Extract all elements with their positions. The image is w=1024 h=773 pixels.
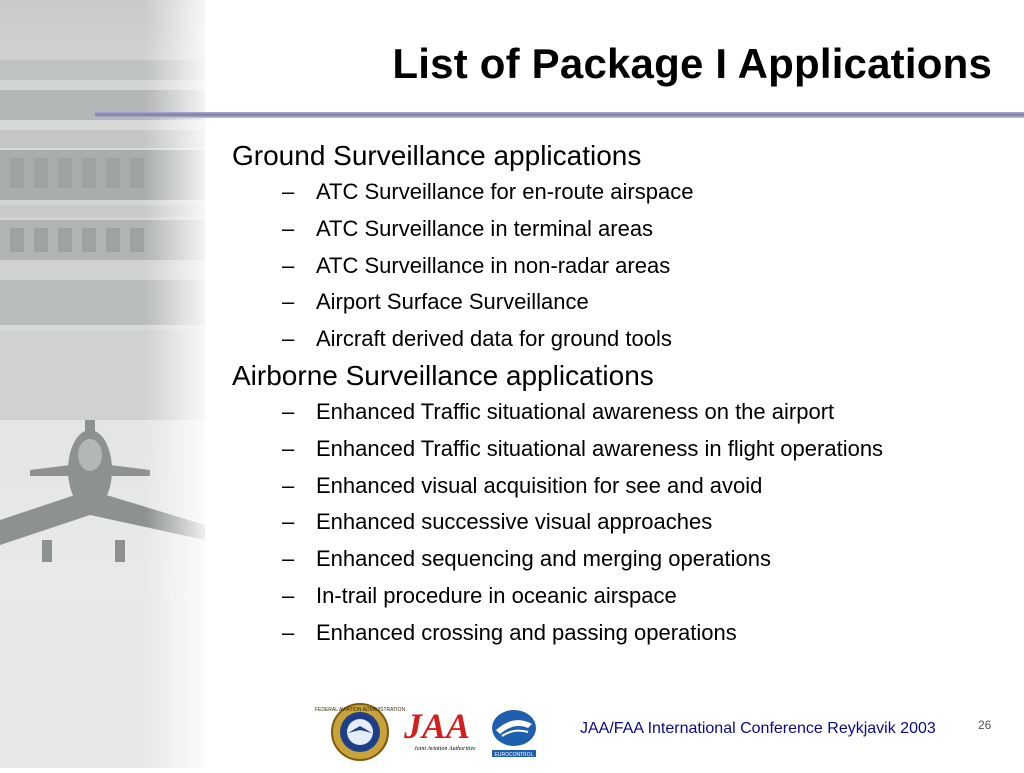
list-item	[232, 174, 1012, 211]
list-item	[232, 321, 1012, 358]
dash-bullet: –	[282, 289, 295, 315]
list-item	[232, 248, 1012, 285]
section-heading: Ground Surveillance applications	[232, 140, 642, 171]
dash-bullet: –	[282, 252, 295, 278]
slide-content	[232, 138, 1012, 652]
dash-bullet: –	[282, 472, 295, 498]
list-item-text: Enhanced sequencing and merging operations	[316, 546, 771, 572]
list-item-text: ATC Surveillance in non-radar areas	[316, 252, 671, 278]
eurocontrol-logo	[488, 704, 540, 760]
list-item-text: Enhanced Traffic situational awareness in flight operations	[316, 435, 884, 461]
list-item-text: Enhanced successive visual approaches	[316, 509, 713, 535]
list-item	[232, 468, 1012, 505]
dash-bullet: –	[282, 435, 295, 461]
list-item	[232, 504, 1012, 541]
dash-bullet: –	[282, 398, 295, 424]
dash-bullet: –	[282, 215, 295, 241]
jaa-logo-letters: JAA	[404, 706, 471, 746]
list-item-text: Aircraft derived data for ground tools	[316, 326, 672, 352]
list-item-text: Enhanced crossing and passing operations	[316, 619, 737, 645]
footer-conference-text: JAA/FAA International Conference Reykjavik 2003	[580, 720, 936, 737]
list-item	[232, 615, 1012, 652]
faa-ring-text: FEDERAL AVIATION ADMINISTRATION	[314, 707, 406, 713]
list-item-text: Enhanced visual acquisition for see and avoid	[316, 472, 763, 498]
jaa-logo-subtitle: Joint Aviation Authorities	[414, 746, 476, 752]
list-item-text: Airport Surface Surveillance	[316, 289, 589, 315]
list-item	[232, 578, 1012, 615]
dash-bullet: –	[282, 509, 295, 535]
application-list	[232, 174, 1012, 358]
dash-bullet: –	[282, 326, 295, 352]
section-airborne-surveillance	[232, 358, 1012, 652]
dash-bullet: –	[282, 582, 295, 608]
title-divider	[95, 112, 1024, 118]
list-item-text: ATC Surveillance in terminal areas	[316, 215, 654, 241]
section-heading: Airborne Surveillance applications	[232, 359, 654, 391]
list-item-text: In-trail procedure in oceanic airspace	[316, 582, 677, 608]
list-item	[232, 394, 1012, 431]
list-item-text: Enhanced Traffic situational awareness on the airport	[316, 398, 835, 424]
list-item	[232, 211, 1012, 248]
application-list	[232, 394, 1012, 652]
dash-bullet: –	[282, 619, 295, 645]
dash-bullet: –	[282, 179, 295, 204]
list-item	[232, 284, 1012, 321]
section-ground-surveillance	[232, 138, 1012, 358]
page-number: 26	[978, 718, 992, 732]
faa-seal-logo	[314, 702, 406, 762]
jaa-logo	[402, 702, 486, 758]
list-item-text: ATC Surveillance for en-route airspace	[316, 179, 694, 204]
dash-bullet: –	[282, 546, 295, 572]
eurocontrol-text: EUROCONTROL	[494, 752, 534, 758]
list-item	[232, 431, 1012, 468]
slide-title: List of Package I Applications	[392, 40, 992, 87]
list-item	[232, 541, 1012, 578]
